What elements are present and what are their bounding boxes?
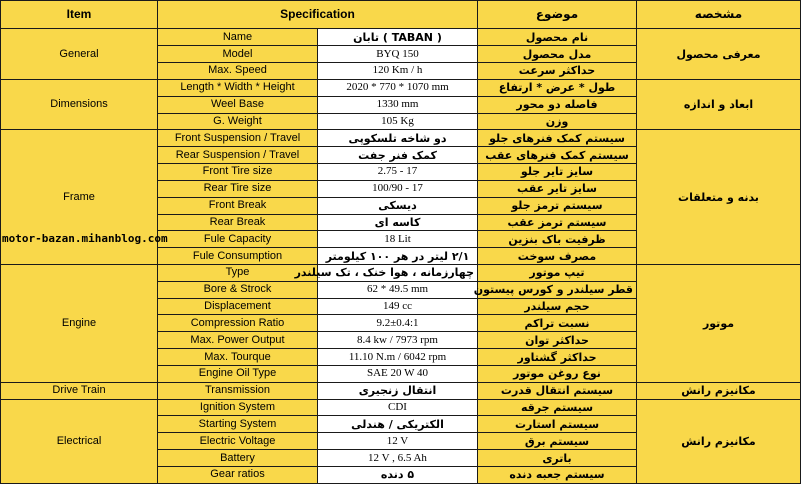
spec-value: ( TABAN ) تابان [318, 29, 478, 46]
spec-value: SAE 20 W 40 [318, 365, 478, 382]
spec-value: الکتریکی / هندلی [318, 416, 478, 433]
spec-value: 62 * 49.5 mm [318, 281, 478, 298]
spec-value: دو شاخه تلسکوپی [318, 130, 478, 147]
spec-label: Name [158, 29, 318, 46]
category-electrical: Electrical [1, 399, 158, 483]
spec-label: Max. Tourque [158, 349, 318, 366]
spec-label-fa: حداکثر گشتاور [478, 349, 637, 366]
category-general-fa: معرفی محصول [637, 29, 801, 79]
spec-label-fa: سیستم ترمز جلو [478, 197, 637, 214]
spec-label: Bore & Strock [158, 281, 318, 298]
spec-value: 18 Lit [318, 231, 478, 248]
spec-label-fa: سیستم انتقال قدرت [478, 382, 637, 399]
spec-label-fa: نسبت تراکم [478, 315, 637, 332]
spec-value: 105 Kg [318, 113, 478, 130]
spec-value: کمک فنر جفت [318, 147, 478, 164]
spec-value: CDI [318, 399, 478, 416]
category-general: General [1, 29, 158, 79]
spec-value: 120 Km / h [318, 63, 478, 80]
table-header-row [1, 1, 801, 29]
table-row [1, 399, 801, 416]
spec-label-fa: سیستم کمک فنرهای عقب [478, 147, 637, 164]
spec-label: Fule Capacity [158, 231, 318, 248]
spec-value: 9.2±0.4:1 [318, 315, 478, 332]
spec-label-fa: سیستم استارت [478, 416, 637, 433]
spec-value: 2.75 - 17 [318, 164, 478, 181]
spec-label: Front Tire size [158, 164, 318, 181]
spec-value: چهارزمانه ، هوا خنک ، تک سیلندر [318, 265, 478, 282]
table-row [1, 382, 801, 399]
spec-label-fa: سیستم جعبه دنده [478, 466, 637, 483]
category-frame: Frame [1, 130, 158, 265]
category-drive-train: Drive Train [1, 382, 158, 399]
spec-label-fa: وزن [478, 113, 637, 130]
spec-value: 2020 * 770 * 1070 mm [318, 79, 478, 96]
spec-label-fa: سایز تایر جلو [478, 164, 637, 181]
spec-label: Battery [158, 450, 318, 467]
spec-label-fa: نوع روغن موتور [478, 365, 637, 382]
watermark-text: motor-bazan.mihanblog.com [2, 232, 168, 245]
spec-value: 100/90 - 17 [318, 180, 478, 197]
spec-label: Fule Consumption [158, 248, 318, 265]
spec-label-fa: نام محصول [478, 29, 637, 46]
header-specification: Specification [158, 1, 478, 29]
category-engine-fa: موتور [637, 265, 801, 383]
spec-label: Transmission [158, 382, 318, 399]
spec-label-fa: حداکثر توان [478, 332, 637, 349]
spec-label-fa: سیستم جرقه [478, 399, 637, 416]
spec-label-fa: باتری [478, 450, 637, 467]
spec-label: Max. Power Output [158, 332, 318, 349]
spec-value: ۵ دنده [318, 466, 478, 483]
spec-value: BYQ 150 [318, 46, 478, 63]
spec-label-fa: حداکثر سرعت [478, 63, 637, 80]
spec-label: Rear Break [158, 214, 318, 231]
spec-label: Rear Tire size [158, 180, 318, 197]
table-row [1, 265, 801, 282]
spec-value: 149 cc [318, 298, 478, 315]
spec-label: Model [158, 46, 318, 63]
spec-label-fa: سایز تایر عقب [478, 180, 637, 197]
category-engine: Engine [1, 265, 158, 383]
spec-label: Ignition System [158, 399, 318, 416]
category-dimensions: Dimensions [1, 79, 158, 129]
spec-label: Front Break [158, 197, 318, 214]
spec-label-fa: تیپ موتور [478, 265, 637, 282]
header-item: Item [1, 1, 158, 29]
spec-label: Front Suspension / Travel [158, 130, 318, 147]
spec-value: انتقال زنجیری [318, 382, 478, 399]
spec-label: Max. Speed [158, 63, 318, 80]
table-row [1, 79, 801, 96]
spec-label-fa: سیستم برق [478, 433, 637, 450]
spec-label: Starting System [158, 416, 318, 433]
spec-label: Length * Width * Height [158, 79, 318, 96]
spec-label: Rear Suspension / Travel [158, 147, 318, 164]
spec-label: Engine Oil Type [158, 365, 318, 382]
spec-label-fa: طول * عرض * ارتفاع [478, 79, 637, 96]
spec-label-fa: سیستم ترمز عقب [478, 214, 637, 231]
spec-value: 12 V [318, 433, 478, 450]
spec-label-fa: مدل محصول [478, 46, 637, 63]
spec-label: Electric Voltage [158, 433, 318, 450]
spec-value: دیسکی [318, 197, 478, 214]
spec-value: 11.10 N.m / 6042 rpm [318, 349, 478, 366]
spec-label-fa: سیستم کمک فنرهای جلو [478, 130, 637, 147]
spec-value: 12 V , 6.5 Ah [318, 450, 478, 467]
table-row [1, 29, 801, 46]
spec-label-fa: قطر سیلندر و کورس پیستون [478, 281, 637, 298]
category-electrical-fa: مکانیزم رانش [637, 399, 801, 483]
spec-value: ۲/۱ لیتر در هر ۱۰۰ کیلومتر [318, 248, 478, 265]
spec-value: 8.4 kw / 7973 rpm [318, 332, 478, 349]
spec-label-fa: حجم سیلندر [478, 298, 637, 315]
spec-value: 1330 mm [318, 96, 478, 113]
spec-label-fa: ظرفیت باک بنزین [478, 231, 637, 248]
header-fa-spec: مشخصه [637, 1, 801, 29]
spec-label-fa: فاصله دو محور [478, 96, 637, 113]
spec-label: G. Weight [158, 113, 318, 130]
spec-label: Type [158, 265, 318, 282]
spec-label-fa: مصرف سوخت [478, 248, 637, 265]
spec-label: Weel Base [158, 96, 318, 113]
spec-label: Displacement [158, 298, 318, 315]
header-fa-topic: موضوع [478, 1, 637, 29]
spec-value: کاسه ای [318, 214, 478, 231]
spec-label: Compression Ratio [158, 315, 318, 332]
category-dimensions-fa: ابعاد و اندازه [637, 79, 801, 129]
table-row [1, 130, 801, 147]
category-drive-train-fa: مکانیزم رانش [637, 382, 801, 399]
category-frame-fa: بدنه و متعلقات [637, 130, 801, 265]
spec-label: Gear ratios [158, 466, 318, 483]
